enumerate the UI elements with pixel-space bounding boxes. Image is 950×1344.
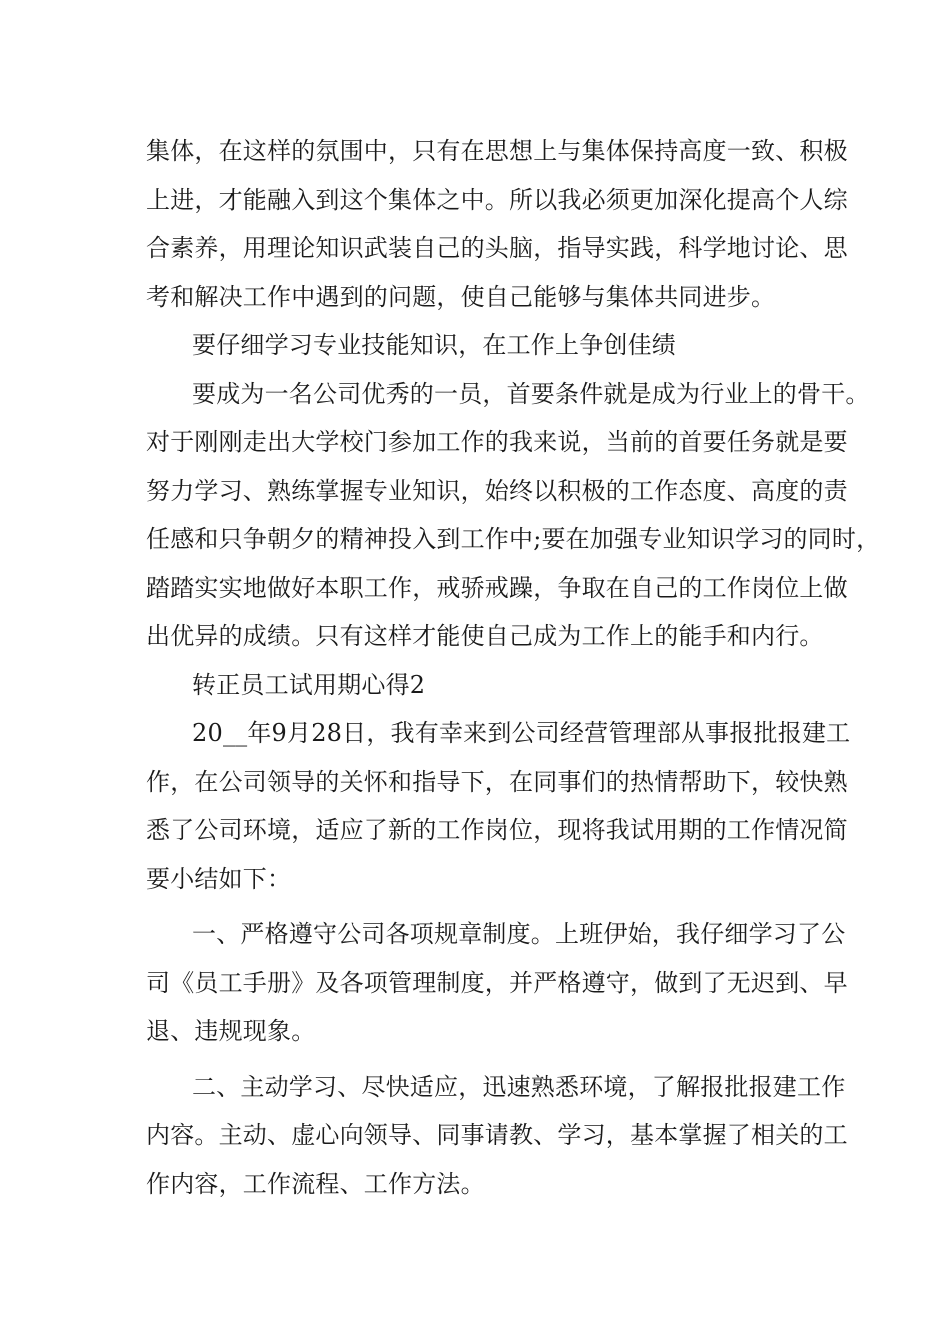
text-line: 要小结如下： (146, 864, 292, 893)
text-line: 作内容，工作流程、工作方法。 (146, 1169, 485, 1198)
text-line: 内容。主动、虚心向领导、同事请教、学习，基本掌握了相关的工 (146, 1121, 848, 1149)
document-body (146, 127, 881, 1208)
text-line: 二、主动学习、尽快适应，迅速熟悉环境，了解报批报建工作 (192, 1072, 846, 1101)
text-line: 对于刚刚走出大学校门参加工作的我来说，当前的首要任务就是要 (146, 428, 848, 456)
text-line: 努力学习、熟练掌握专业知识，始终以积极的工作态度、高度的责 (146, 476, 848, 505)
text-line: 合素养，用理论知识武装自己的头脑，指导实践，科学地讨论、思 (146, 234, 848, 262)
text-line: 悉了公司环境，适应了新的工作岗位，现将我试用期的工作情况简 (146, 816, 848, 844)
text-line: 出优异的成绩。只有这样才能使自己成为工作上的能手和内行。 (146, 622, 824, 650)
article-title: 转正员工试用期心得2 (192, 670, 426, 699)
section-heading: 要仔细学习专业技能知识，在工作上争创佳绩 (192, 331, 676, 359)
text-line: 考和解决工作中遇到的问题，使自己能够与集体共同进步。 (146, 282, 776, 311)
text-line: 任感和只争朝夕的精神投入到工作中;要在加强专业知识学习的同时， (146, 525, 881, 553)
text-line: 20__年9月28日，我有幸来到公司经营管理部从事报批报建工 (192, 719, 851, 747)
text-line: 集体，在这样的氛围中，只有在思想上与集体保持高度一致、积极 (146, 137, 848, 165)
text-line: 上进，才能融入到这个集体之中。所以我必须更加深化提高个人综 (146, 185, 848, 214)
text-line: 一、严格遵守公司各项规章制度。上班伊始，我仔细学习了公 (192, 920, 846, 948)
text-line: 司《员工手册》及各项管理制度，并严格遵守，做到了无迟到、早 (146, 968, 848, 997)
text-line: 作，在公司领导的关怀和指导下，在同事们的热情帮助下，较快熟 (146, 767, 848, 796)
text-line: 踏踏实实地做好本职工作，戒骄戒躁，争取在自己的工作岗位上做 (146, 573, 848, 602)
text-line: 退、违规现象。 (146, 1017, 316, 1045)
text-line: 要成为一名公司优秀的一员，首要条件就是成为行业上的骨干。 (192, 379, 870, 408)
